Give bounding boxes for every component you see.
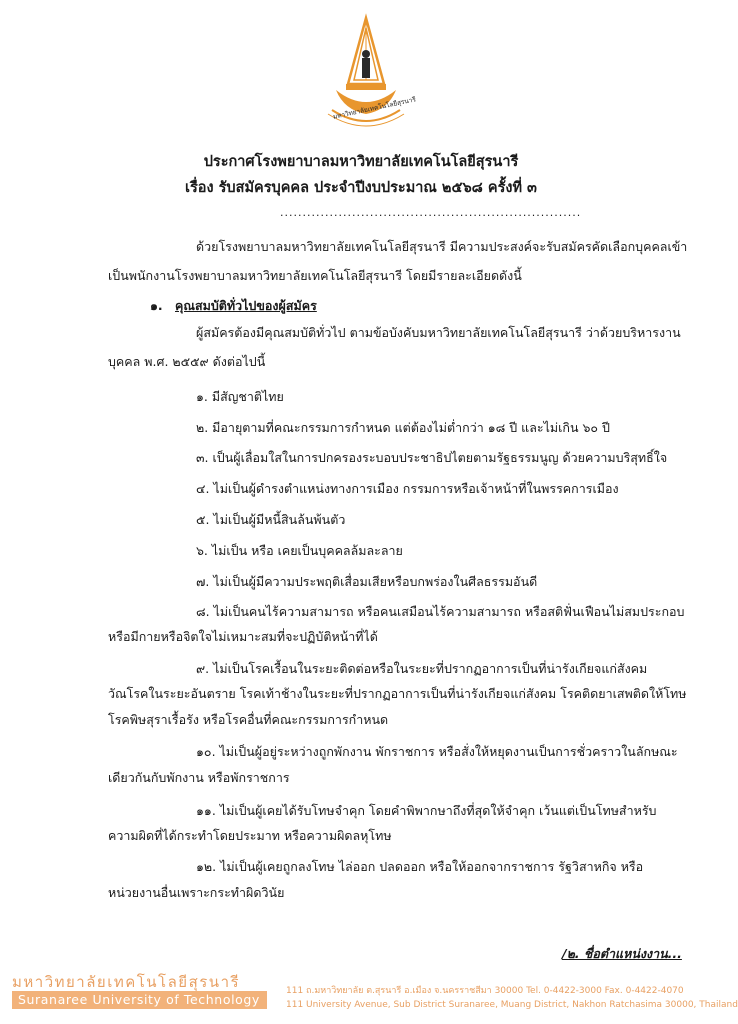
- footer-address-en: 111 University Avenue, Sub District Suranaree, Muang District, Nakhon Ratchasima 30000, Thailand: [286, 1000, 738, 1010]
- separator-dots: ...................................................................: [280, 206, 582, 219]
- list-item-10-line-2: เดียวกันกับพักงาน หรือพักราชการ: [108, 770, 290, 785]
- announcement-title: ประกาศโรงพยาบาลมหาวิทยาลัยเทคโนโลยีสุรนารี: [203, 154, 519, 170]
- list-item: ๗. ไม่เป็นผู้มีความประพฤติเสื่อมเสียหรือบกพร่องในศีลธรรมอันดี: [196, 574, 538, 589]
- footer-address-th: 111 ถ.มหาวิทยาลัย ต.สุรนารี อ.เมือง จ.นครราชสีมา 30000 Tel. 0-4422-3000 Fax. 0-4422-4070: [286, 986, 684, 996]
- list-item: ๑. มีสัญชาติไทย: [196, 389, 284, 404]
- section-1-number: ๑.: [150, 298, 163, 313]
- section-1-heading: คุณสมบัติทั่วไปของผู้สมัคร: [175, 298, 317, 313]
- list-item-8-line-1: ๘. ไม่เป็นคนไร้ความสามารถ หรือคนเสมือนไร้ความสามารถ หรือสติฟั่นเฟือนไม่สมประกอบ: [196, 604, 685, 619]
- intro-line-2: เป็นพนักงานโรงพยาบาลมหาวิทยาลัยเทคโนโลยีสุรนารี โดยมีรายละเอียดดังนี้: [108, 268, 522, 283]
- section-1-lead-2: บุคคล พ.ศ. ๒๕๕๙ ดังต่อไปนี้: [108, 354, 266, 369]
- section-1-lead-1: ผู้สมัครต้องมีคุณสมบัติทั่วไป ตามข้อบังคับมหาวิทยาลัยเทคโนโลยีสุรนารี ว่าด้วยบริหารงาน: [196, 325, 681, 340]
- list-item-9-line-1: ๙. ไม่เป็นโรคเรื้อนในระยะติดต่อหรือในระยะที่ปรากฏอาการเป็นที่น่ารังเกียจแก่สังคม: [196, 661, 648, 676]
- list-item: ๕. ไม่เป็นผู้มีหนี้สินล้นพ้นตัว: [196, 512, 346, 527]
- intro-line-1: ด้วยโรงพยาบาลมหาวิทยาลัยเทคโนโลยีสุรนารี มีความประสงค์จะรับสมัครคัดเลือกบุคคลเข้า: [196, 239, 688, 254]
- list-item-11-line-1: ๑๑. ไม่เป็นผู้เคยได้รับโทษจำคุก โดยคำพิพากษาถึงที่สุดให้จำคุก เว้นแต่เป็นโทษสำหรับ: [196, 803, 657, 818]
- list-item-8-line-2: หรือมีกายหรือจิตใจไม่เหมาะสมที่จะปฏิบัติหน้าที่ได้: [108, 629, 378, 644]
- list-item: ๖. ไม่เป็น หรือ เคยเป็นบุคคลล้มละลาย: [196, 543, 403, 558]
- continuation-note: /๒. ชื่อตำแหน่งงาน...: [562, 946, 682, 961]
- university-logo: [318, 14, 417, 142]
- list-item: ๓. เป็นผู้เลื่อมใสในการปกครองระบอบประชาธิปไตยตามรัฐธรรมนูญ ด้วยความบริสุทธิ์ใจ: [196, 450, 668, 465]
- list-item-12-line-1: ๑๒. ไม่เป็นผู้เคยถูกลงโทษ ไล่ออก ปลดออก หรือให้ออกจากราชการ รัฐวิสาหกิจ หรือ: [196, 859, 644, 874]
- announcement-subject: เรื่อง รับสมัครบุคคล ประจำปีงบประมาณ ๒๕๖๘ ครั้งที่ ๓: [185, 180, 537, 196]
- list-item-10-line-1: ๑๐. ไม่เป็นผู้อยู่ระหว่างถูกพักงาน พักราชการ หรือสั่งให้หยุดงานเป็นการชั่วคราวในลักษณะ: [196, 744, 678, 759]
- list-item-12-line-2: หน่วยงานอื่นเพราะกระทำผิดวินัย: [108, 885, 285, 900]
- logo-caption: มหาวิทยาลัยเทคโนโลยีสุรนารี: [332, 95, 417, 121]
- footer-english-name: Suranaree University of Technology: [18, 992, 260, 1007]
- list-item: ๔. ไม่เป็นผู้ดำรงตำแหน่งทางการเมือง กรรมการหรือเจ้าหน้าที่ในพรรคการเมือง: [196, 481, 619, 496]
- list-item-9-line-2: วัณโรคในระยะอันตราย โรคเท้าช้างในระยะที่ปรากฏอาการเป็นที่น่ารังเกียจแก่สังคม โรคติดยาเสพติดให้โทษ: [108, 686, 687, 701]
- footer-thai-name: มหาวิทยาลัยเทคโนโลยีสุรนารี: [12, 973, 241, 991]
- list-item-9-line-3: โรคพิษสุราเรื้อรัง หรือโรคอื่นที่คณะกรรมการกำหนด: [108, 712, 389, 727]
- list-item-11-line-2: ความผิดที่ได้กระทำโดยประมาท หรือความผิดลหุโทษ: [108, 828, 392, 843]
- list-item: ๒. มีอายุตามที่คณะกรรมการกำหนด แต่ต้องไม่ต่ำกว่า ๑๘ ปี และไม่เกิน ๖๐ ปี: [196, 420, 610, 435]
